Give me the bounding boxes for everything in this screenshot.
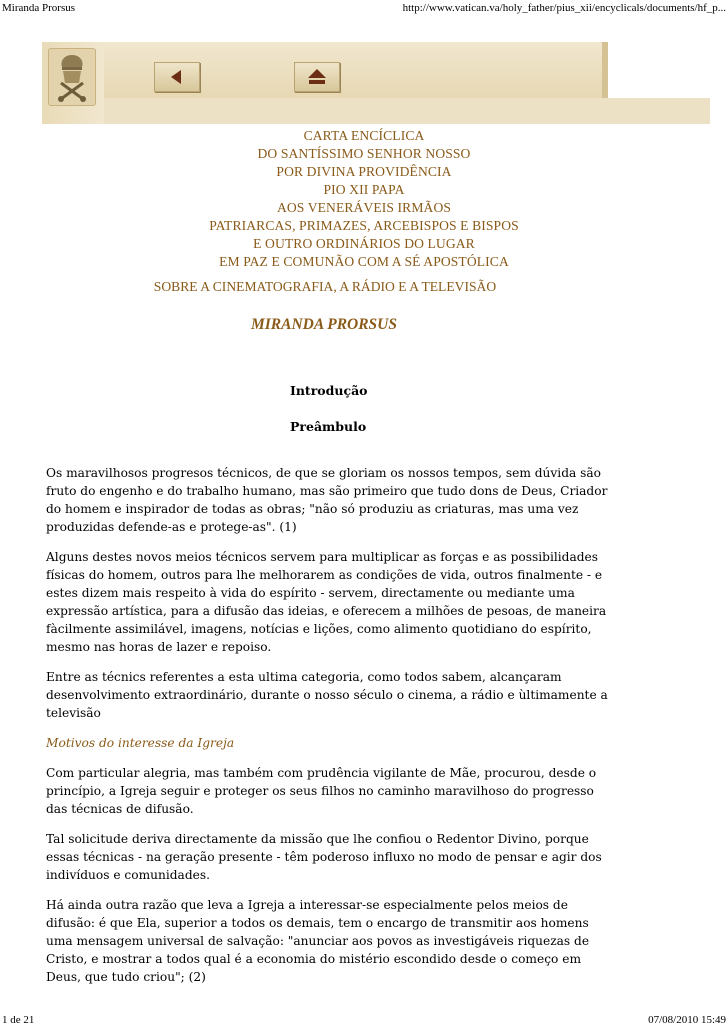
print-header-url: http://www.vatican.va/holy_father/pius_xii/encyclicals/documents/hf_p... <box>402 2 726 14</box>
section-preamble-label: Preâmbulo <box>290 419 367 434</box>
heading-line: PATRIARCAS, PRIMAZES, ARCEBISPOS E BISPOS <box>209 218 519 233</box>
heading-line: CARTA ENCÍCLICA <box>303 128 425 143</box>
heading-line: DO SANTÍSSIMO SENHOR NOSSO <box>257 146 471 161</box>
print-date: 07/08/2010 15:49 <box>648 1014 726 1026</box>
banner-right-band <box>602 42 608 98</box>
back-button[interactable] <box>154 62 200 92</box>
paragraph: Com particular alegria, mas também com prudência vigilante de Mãe, procurou, desde o princípio, a Igreja seguir e proteger os seus filhos no caminho maravilhoso do progresso das técnicas de difusão. <box>46 766 597 816</box>
up-button[interactable] <box>294 62 340 92</box>
heading-line: EM PAZ E COMUNÃO COM A SÉ APOSTÓLICA <box>219 254 509 269</box>
paragraph: Entre as técnics referentes a esta ultima categoria, como todos sabem, alcançaram desenvolvimento extraordinário, durante o nosso século o cinema, a rádio e ùltimamente a televisão <box>46 670 608 720</box>
heading-line: POR DIVINA PROVIDÊNCIA <box>276 164 452 179</box>
back-arrow-icon <box>155 63 199 91</box>
encyclical-heading <box>0 127 728 271</box>
encyclical-subtitle: SOBRE A CINEMATOGRAFIA, A RÁDIO E A TELEVISÃO <box>153 279 497 294</box>
papal-seal-icon <box>48 48 96 106</box>
paragraph: Alguns destes novos meios técnicos servem para multiplicar as forças e as possibilidades físicas do homem, outros para lhe melhorarem as condições de vida, outros finalmente - e estes dizem mais respeito à vida do espírito - servem, directamente ou mediante uma expressão artística, para a difusão das ideias, e oferecem a milhões de pesoas, de maneira fàcilmente assimilável, imagens, notícias e lições, como alimento quotidiano do espírito, mesmo nas horas de lazer e repoiso. <box>46 550 607 654</box>
print-header-title: Miranda Prorsus <box>2 2 76 14</box>
vatican-banner <box>42 42 710 124</box>
print-header <box>0 0 728 18</box>
heading-line: E OUTRO ORDINÁRIOS DO LUGAR <box>253 236 475 251</box>
banner-lower-band <box>104 98 710 124</box>
paragraph: Tal solicitude deriva directamente da missão que lhe confiou o Redentor Divino, porque essas técnicas - na geração presente - têm poderoso influxo no modo de pensar e agir dos indivíduos e comunidades. <box>46 832 602 882</box>
print-footer <box>0 1010 728 1030</box>
heading-line: PIO XII PAPA <box>323 182 405 197</box>
section-heading: Motivos do interesse da Igreja <box>46 736 235 750</box>
heading-line: AOS VENERÁVEIS IRMÃOS <box>276 200 452 215</box>
section-intro-label: Introdução <box>290 383 368 398</box>
paragraph: Os maravilhosos progresos técnicos, de que se gloriam os nossos tempos, sem dúvida são fruto do engenho e do trabalho humano, mas são primeiro que tudo dons de Deus, Criador do homem e inspirador de todas as obras; "não só produziu as criaturas, mas uma vez produzidas defende-as e protege-as". (1) <box>46 466 608 534</box>
encyclical-title: MIRANDA PRORSUS <box>250 316 397 333</box>
paragraph: Há ainda outra razão que leva a Igreja a interessar-se especialmente pelos meios de difusão: é que Ela, superior a todos os demais, tem o encargo de transmitir aos homens uma mensagem universal de salvação: "anunciar aos povos as investigáveis riquezas de Cristo, e mostrar a todos qual é a economia do mistério escondido desde o começo em Deus, que tudo criou"; (2) <box>46 898 590 984</box>
up-arrow-icon <box>295 63 339 91</box>
document-body <box>46 464 616 998</box>
page-counter: 1 de 21 <box>2 1014 35 1026</box>
